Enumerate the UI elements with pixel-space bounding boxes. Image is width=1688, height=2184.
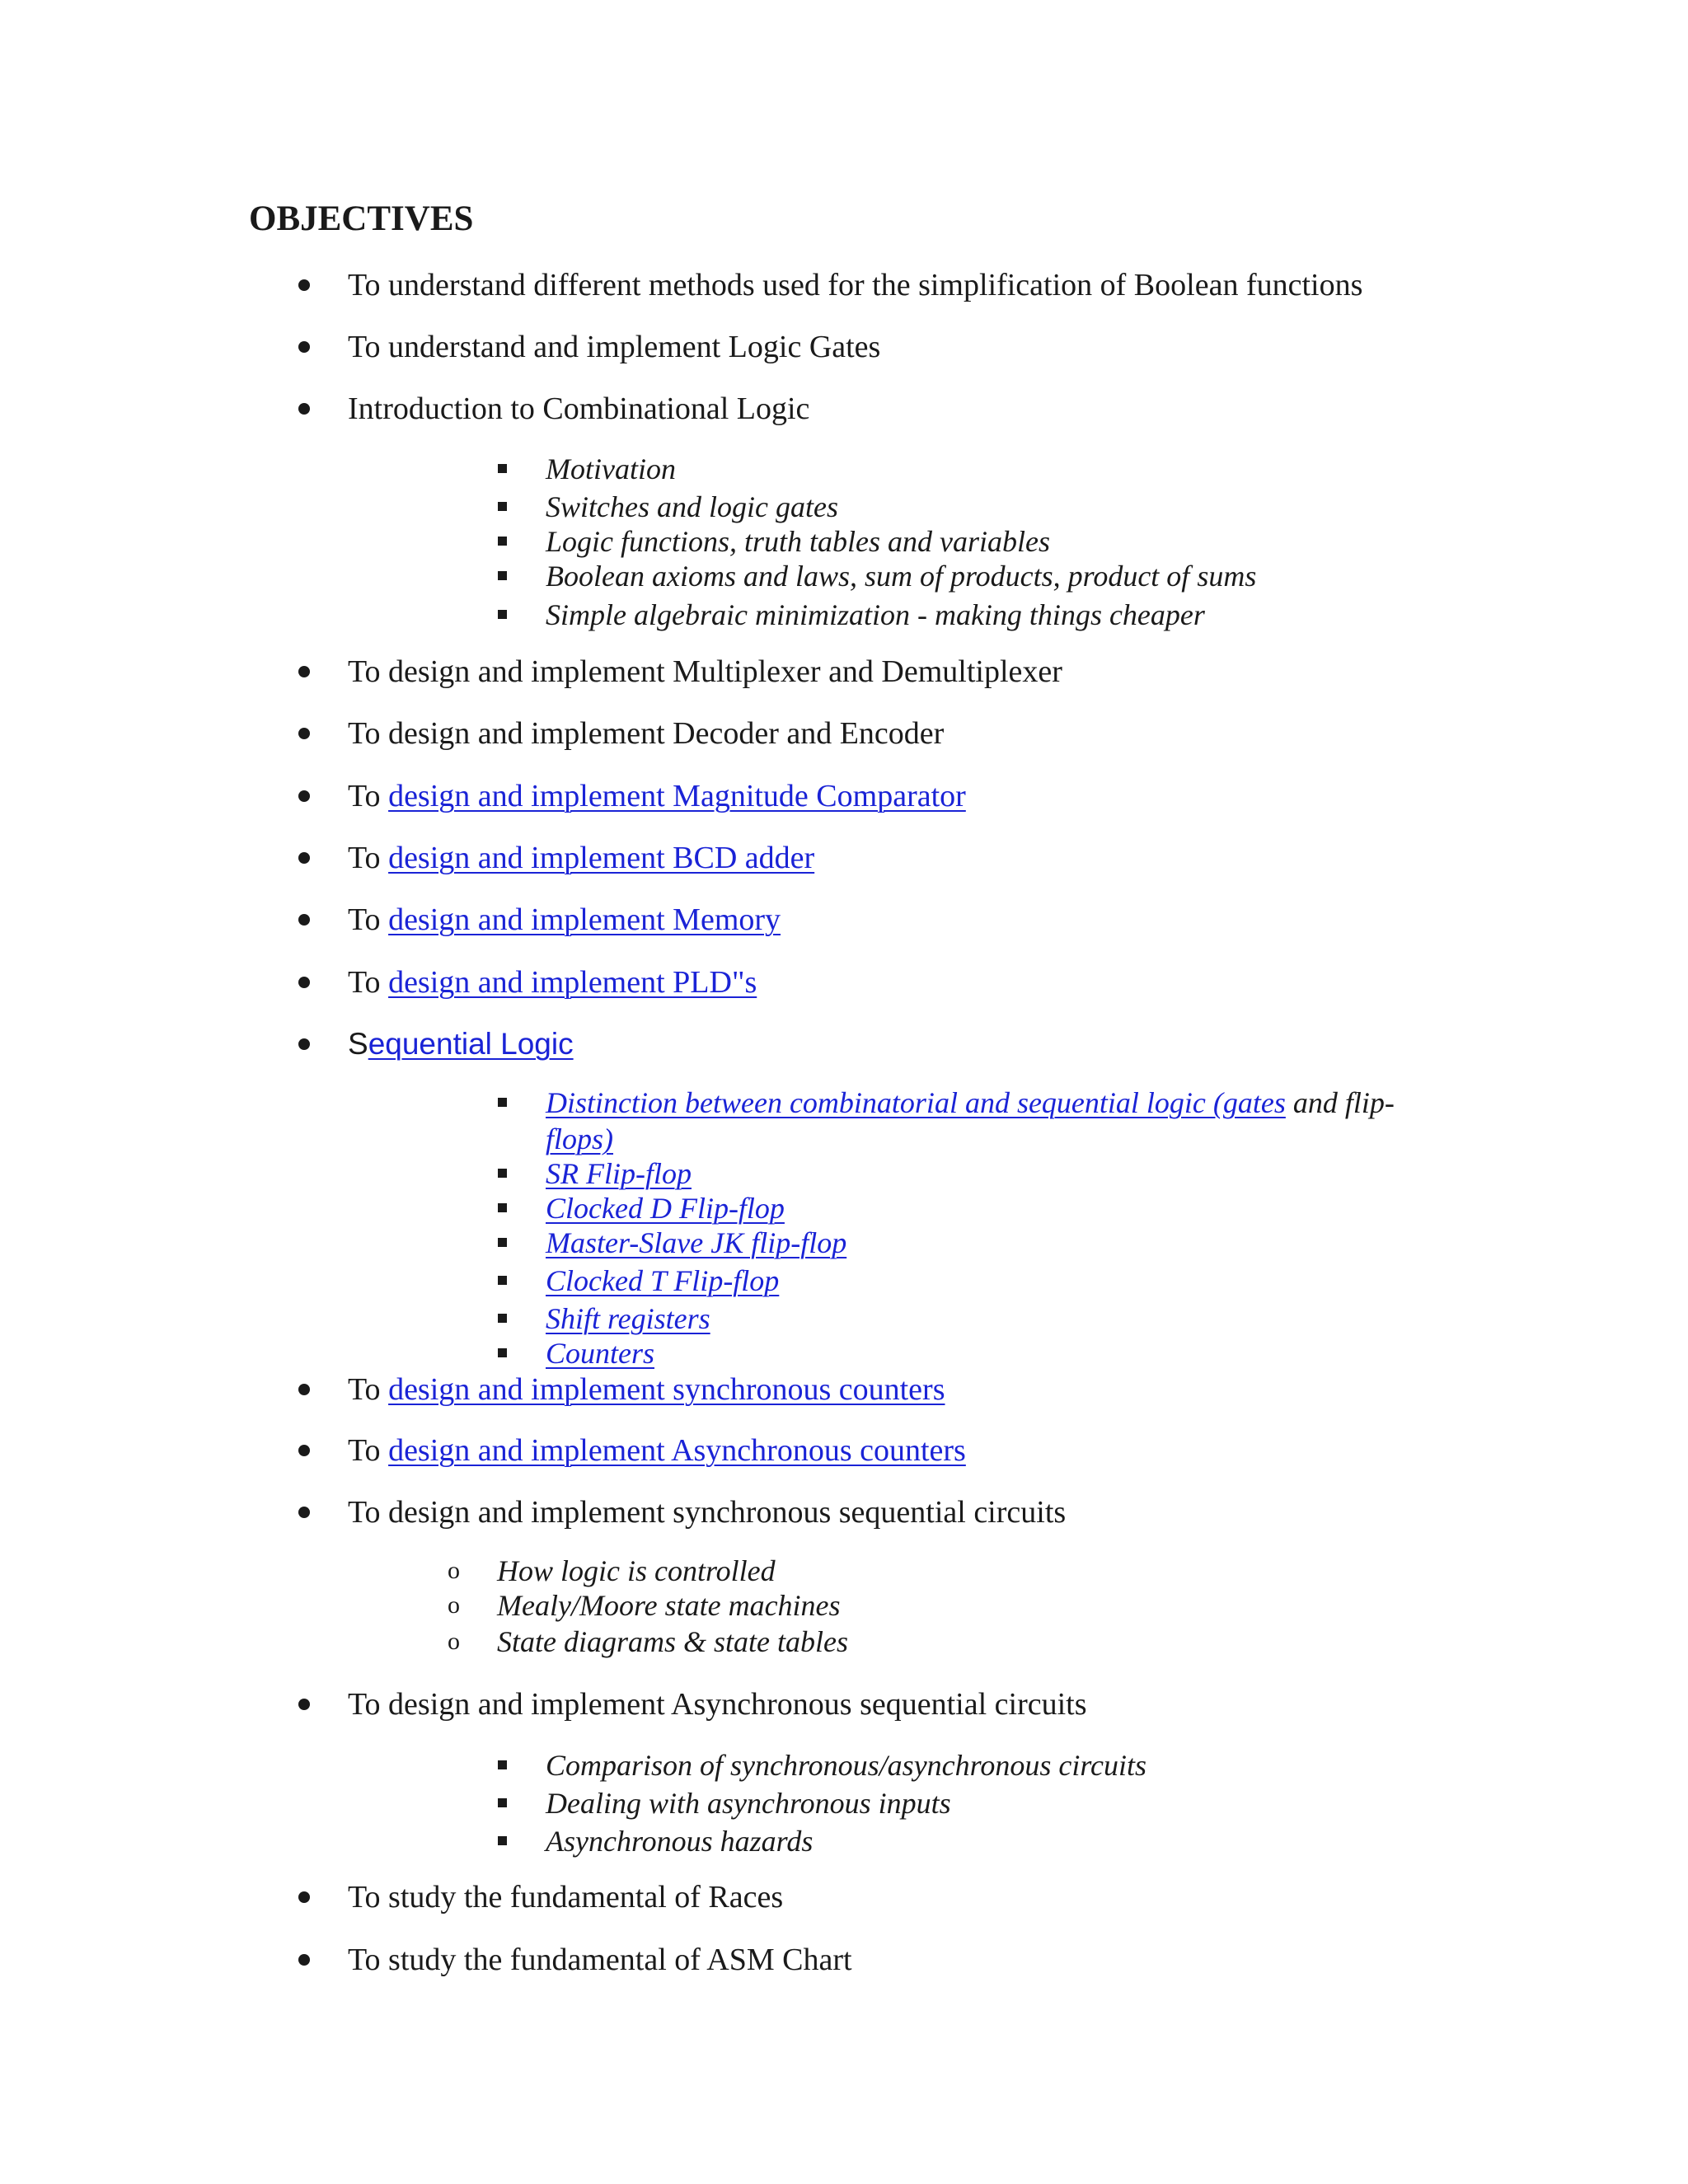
bcd-adder-link[interactable]: design and implement BCD adder [388, 841, 815, 875]
circle-bullet-icon: o [448, 1557, 460, 1584]
list-item-text: To design and implement synchronous counters [348, 1372, 945, 1407]
list-item-text: To design and implement Memory [348, 902, 781, 937]
square-bullet-icon [498, 1169, 507, 1178]
list-item-text: Introduction to Combinational Logic [348, 391, 810, 426]
square-bullet-icon [498, 571, 507, 580]
square-bullet-icon [498, 1314, 507, 1323]
memory-link[interactable]: design and implement Memory [388, 902, 781, 937]
sr-flip-flop-link[interactable]: SR Flip-flop [546, 1157, 692, 1190]
bullet-icon [295, 709, 315, 758]
bullet-icon [295, 1426, 315, 1475]
document-page: OBJECTIVES To understand different methods used for the simplification of Boolean functions To understand and implement Logic Gates Introduction to Combinational Logic Motivation Switches and logic gates Logic functions, truth tables and variables Boolean axioms and laws, sum of products, product of sums Simple algebraic minimization - making things cheaper To design and implement Multiplexer and Demultiplexer To design and implement Decoder and Encoder To design and implement Magnitude Comparator To design and implement BCD adder To design and implement Memory To design and implement PLD"s Sequential Logic Distinction between combinatorial and sequential logic (gates and flip- flops) SR Flip-flop Clocked D Flip-flop Master-Slave JK flip-flop Clocked T Flip-flop Shift registers Counters To design and implement synchronous counters To design and implement Asynchronous counters To design and implement synchronous sequential circuits o How logic is controlled o Mealy/Moore state machines o State diagrams & state tables To design and implement Asynchronous sequential circuits Comparison of synchronous/asynchronous circuits Dealing with asynchronous inputs Asynchronous hazards To study the fundamental of Races To study the fundamental of ASM Chart [0, 0, 1688, 2184]
square-bullet-icon [498, 1238, 507, 1247]
bullet-icon [295, 958, 315, 1007]
sequential-logic-link[interactable]: equential Logic [368, 1027, 574, 1061]
magnitude-comparator-link[interactable]: design and implement Magnitude Comparator [388, 779, 966, 813]
bullet-icon [295, 1488, 315, 1537]
list-item-text: To design and implement Asynchronous counters [348, 1433, 966, 1468]
asynchronous-counters-link[interactable]: design and implement Asynchronous counters [388, 1433, 966, 1468]
bullet-icon [295, 322, 315, 372]
pld-link[interactable]: design and implement PLD"s [388, 965, 757, 1000]
list-item-text: To understand and implement Logic Gates [348, 330, 881, 364]
master-slave-jk-link[interactable]: Master-Slave JK flip-flop [546, 1226, 847, 1259]
bullet-icon [295, 1019, 315, 1069]
list-item-text: To design and implement Multiplexer and Demultiplexer [348, 654, 1062, 689]
list-item-text: To design and implement synchronous sequential circuits [348, 1495, 1067, 1530]
square-bullet-icon [498, 1836, 507, 1845]
bullet-icon [295, 1365, 315, 1414]
distinction-link-continued[interactable]: flops) [546, 1122, 614, 1155]
list-item-text: To design and implement Asynchronous sequential circuits [348, 1687, 1087, 1722]
bullet-icon [295, 1872, 315, 1922]
bullet-icon [295, 771, 315, 821]
bullet-icon [295, 895, 315, 944]
counters-link[interactable]: Counters [546, 1337, 655, 1370]
square-bullet-icon [498, 1276, 507, 1285]
list-item-text: To understand different methods used for the simplification of Boolean functions [348, 268, 1363, 302]
list-item-text: To design and implement Decoder and Encoder [348, 716, 945, 751]
square-bullet-icon [498, 537, 507, 546]
bullet-icon [295, 833, 315, 883]
square-bullet-icon [498, 1098, 507, 1107]
clocked-d-flip-flop-link[interactable]: Clocked D Flip-flop [546, 1192, 785, 1225]
list-item-text: To design and implement Magnitude Comparator [348, 779, 966, 813]
synchronous-counters-link[interactable]: design and implement synchronous counters [388, 1372, 945, 1407]
square-bullet-icon [498, 1348, 507, 1357]
list-item-text: To design and implement PLD"s [348, 965, 757, 1000]
circle-bullet-icon: o [448, 1591, 460, 1619]
list-item-text: To design and implement BCD adder [348, 841, 815, 875]
square-bullet-icon [498, 464, 507, 473]
bullet-icon [295, 647, 315, 696]
square-bullet-icon [498, 1203, 507, 1212]
page-title: OBJECTIVES [249, 199, 474, 238]
list-item-text: To study the fundamental of Races [348, 1880, 784, 1915]
clocked-t-flip-flop-link[interactable]: Clocked T Flip-flop [546, 1264, 780, 1297]
distinction-link[interactable]: Distinction between combinatorial and sequential logic (gates [546, 1086, 1286, 1119]
square-bullet-icon [498, 610, 507, 619]
bullet-icon [295, 384, 315, 434]
bullet-icon [295, 1935, 315, 1985]
bullet-icon [295, 1680, 315, 1729]
circle-bullet-icon: o [448, 1628, 460, 1655]
list-item-text: Sequential Logic [348, 1027, 574, 1061]
square-bullet-icon [498, 1798, 507, 1807]
shift-registers-link[interactable]: Shift registers [546, 1302, 710, 1335]
bullet-icon [295, 260, 315, 310]
square-bullet-icon [498, 1760, 507, 1769]
list-item-text: To study the fundamental of ASM Chart [348, 1943, 852, 1977]
square-bullet-icon [498, 502, 507, 511]
